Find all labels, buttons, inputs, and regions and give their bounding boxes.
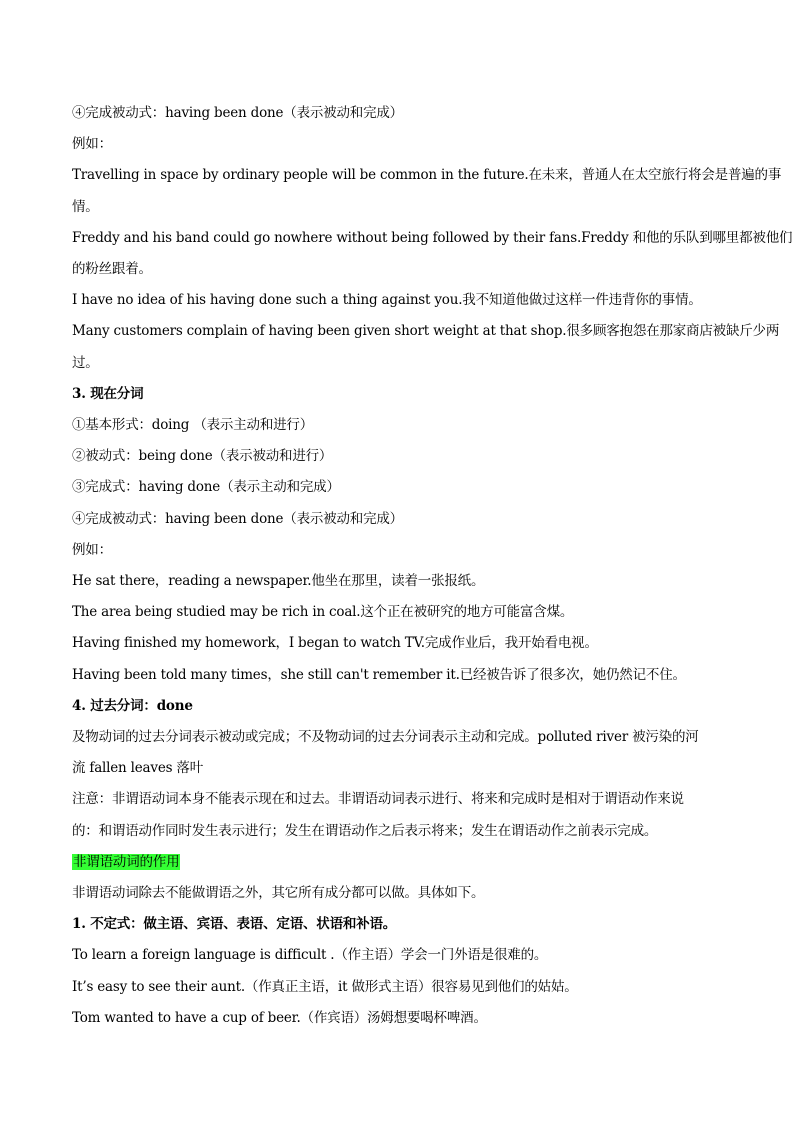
text-line [72,660,732,691]
text-line [72,192,732,223]
line-text: ④完成被动式：having been done（表示被动和完成） [72,510,403,527]
document-body [72,98,793,1034]
line-text: 非谓语动词除去不能做谓语之外，其它所有成分都可以做。具体如下。 [72,885,485,902]
text-line [72,566,732,597]
text-line [72,316,780,347]
text-line [72,597,732,628]
line-text: To learn a foreign language is difficult .（作主语）学会一门外语是很难的。 [72,947,548,964]
line-text: 4. 过去分词：done [72,697,193,714]
line-text: Having been told many times，she still can't remember it.已经被告诉了很多次，她仍然记不住。 [72,666,686,683]
line-text: ④完成被动式：having been done（表示被动和完成） [72,105,403,121]
text-line [72,254,732,285]
section-heading [72,909,732,940]
line-text: 例如： [72,541,112,558]
text-line [72,753,732,784]
text-line [72,1003,732,1034]
text-line [72,348,732,379]
line-text: Tom wanted to have a cup of beer.（作宾语）汤姆想要喝杯啤酒。 [72,1009,487,1026]
text-line [72,940,732,971]
line-text: ②被动式：being done（表示被动和进行） [72,448,333,465]
line-text: 情。 [72,198,99,215]
text-line [72,722,732,753]
text-line [72,441,732,472]
line-text: The area being studied may be rich in coal.这个正在被研究的地方可能富含煤。 [72,604,574,621]
line-text: 的粉丝跟着。 [72,261,152,278]
text-line [72,410,732,441]
line-text: Many customers complain of having been given short weight at that shop.很多顾客抱怨在那家商店被缺斤少两 [72,323,780,340]
line-text: It’s easy to see their aunt.（作真正主语，it 做形式主语）很容易见到他们的姑姑。 [72,978,578,995]
line-text: 注意：非谓语动词本身不能表示现在和过去。非谓语动词表示进行、将来和完成时是相对于谓语动作来说 [72,791,684,808]
line-text: ①基本形式：doing （表示主动和进行） [72,417,314,434]
text-line [72,847,732,878]
section-heading [72,691,732,722]
text-line [72,628,732,659]
section-heading [72,379,732,410]
line-text: 过。 [72,354,99,371]
text-line [72,285,732,316]
text-line [72,129,732,160]
line-text: 3. 现在分词 [72,385,144,402]
line-text: ③完成式：having done（表示主动和完成） [72,479,340,496]
line-text: 例如： [72,136,112,153]
line-text: Freddy and his band could go nowhere without being followed by their fans.Freddy 和他的乐队到哪里都被他们 [72,229,793,246]
line-text: He sat there，reading a newspaper.他坐在那里，读着一张报纸。 [72,573,485,590]
text-line [72,535,732,566]
text-line [72,878,732,909]
text-line [72,223,793,254]
text-line [72,972,732,1003]
text-line [72,98,732,129]
line-text: Travelling in space by ordinary people will be common in the future.在未来，普通人在太空旅行将会是普遍的事 [72,167,782,184]
line-text: Having finished my homework，I began to watch TV.完成作业后，我开始看电视。 [72,635,598,652]
line-text: 流 fallen leaves 落叶 [72,760,204,777]
text-line [72,784,732,815]
text-line [72,504,732,535]
line-text: 的：和谓语动作同时发生表示进行；发生在谓语动作之后表示将来；发生在谓语动作之前表示完成。 [72,822,658,839]
highlighted-heading: 非谓语动词的作用 [73,853,180,870]
text-line [72,472,732,503]
text-line [72,816,732,847]
text-line [72,160,782,191]
line-text: 及物动词的过去分词表示被动或完成；不及物动词的过去分词表示主动和完成。polluted river 被污染的河 [72,729,699,746]
line-text: I have no idea of his having done such a thing against you.我不知道他做过这样一件违背你的事情。 [72,292,702,309]
line-text: 1. 不定式：做主语、宾语、表语、定语、状语和补语。 [72,916,397,933]
